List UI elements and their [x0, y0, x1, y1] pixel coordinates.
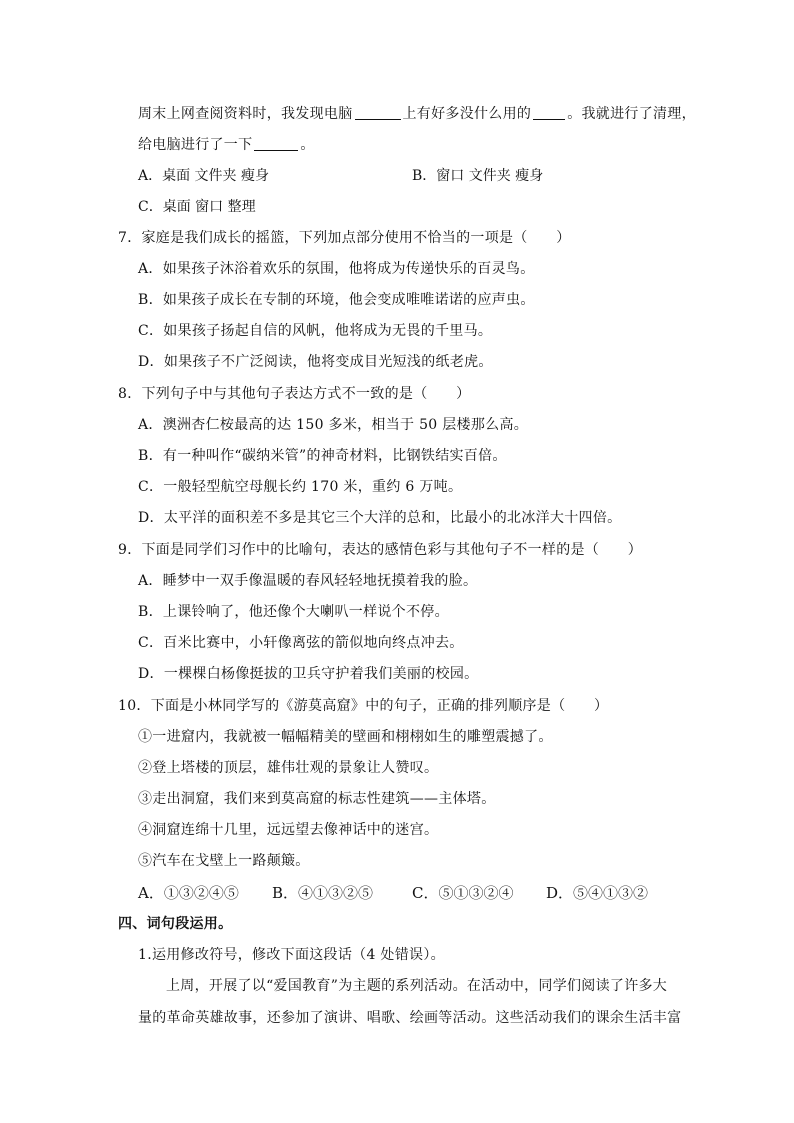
q10-sentence-3: ③走出洞窟，我们来到莫高窟的标志性建筑——主体塔。 — [138, 791, 496, 807]
q9-option-a[interactable]: A．睡梦中一双手像温暖的春风轻轻地抚摸着我的脸。 — [138, 573, 478, 589]
q10-option-a[interactable]: A．①③②④⑤ — [138, 884, 239, 902]
q6-stem-line-1 — [138, 104, 696, 124]
q9-option-d[interactable]: D．一棵棵白杨像挺拔的卫兵守护着我们美丽的校园。 — [138, 666, 479, 682]
section-4-paragraph-line-2: 量的革命英雄故事，还参加了演讲、唱歌、绘画等活动。这些活动我们的课余生活丰富 — [138, 1010, 682, 1026]
q10-option-d[interactable]: D．⑤④①③② — [546, 884, 649, 902]
q8-option-a[interactable]: A．澳洲杏仁桉最高的达 150 多米，相当于 50 层楼那么高。 — [138, 417, 529, 433]
q9-stem: 9．下面是同学们习作中的比喻句，表达的感情色彩与其他句子不一样的是（ ） — [118, 542, 643, 558]
q6-stem-part-1: 周末上网查阅资料时，我发现电脑 — [138, 106, 353, 122]
q10-sentence-2: ②登上塔楼的顶层，雄伟壮观的景象让人赞叹。 — [138, 760, 439, 776]
q6-stem-part-3: 。我就进行了清理， — [567, 106, 696, 122]
section-4-q1-stem: 1.运用修改符号，修改下面这段话（4 处错误）。 — [138, 947, 445, 963]
q8-option-b[interactable]: B．有一种叫作“碳纳米管”的神奇材料，比钢铁结实百倍。 — [138, 448, 507, 464]
q9-option-b[interactable]: B．上课铃响了，他还像个大喇叭一样说个不停。 — [138, 604, 449, 620]
q6-stem-part-5: 。 — [300, 137, 315, 153]
q7-option-a[interactable]: A．如果孩子沐浴着欢乐的氛围，他将成为传递快乐的百灵鸟。 — [138, 261, 535, 277]
q8-option-c[interactable]: C．一般轻型航空母舰长约 170 米，重约 6 万吨。 — [138, 479, 463, 495]
q6-option-a[interactable]: A．桌面 文件夹 瘦身 — [138, 168, 270, 184]
section-4-paragraph-line-1: 上周，开展了以“爱国教育”为主题的系列活动。在活动中，同学们阅读了许多大 — [166, 978, 668, 994]
section-4-heading: 四、词句段运用。 — [118, 916, 233, 932]
q7-option-d[interactable]: D．如果孩子不广泛阅读，他将变成目光短浅的纸老虎。 — [138, 354, 493, 370]
q10-option-b[interactable]: B．④①③②⑤ — [272, 884, 374, 902]
q8-option-d[interactable]: D．太平洋的面积差不多是其它三个大洋的总和，比最小的北冰洋大十四倍。 — [138, 510, 622, 526]
q6-stem-line-2 — [138, 135, 315, 155]
q10-sentence-1: ①一进窟内，我就被一幅幅精美的壁画和栩栩如生的雕塑震撼了。 — [138, 729, 553, 745]
q10-stem: 10．下面是小林同学写的《游莫高窟》中的句子，正确的排列顺序是（ ） — [118, 698, 609, 714]
q6-blank-3[interactable] — [254, 136, 298, 151]
q10-sentence-4: ④洞窟连绵十几里，远远望去像神话中的迷宫。 — [138, 822, 439, 838]
q8-stem: 8．下列句子中与其他句子表达方式不一致的是（ ） — [118, 386, 471, 402]
q10-sentence-5: ⑤汽车在戈壁上一路颠簸。 — [138, 853, 310, 869]
q6-blank-2[interactable] — [533, 105, 565, 120]
q6-blank-1[interactable] — [355, 105, 401, 120]
q7-option-c[interactable]: C．如果孩子扬起自信的风帆，他将成为无畏的千里马。 — [138, 323, 493, 339]
q6-stem-part-2: 上有好多没什么用的 — [402, 106, 532, 122]
q7-stem: 7．家庭是我们成长的摇篮，下列加点部分使用不恰当的一项是（ ） — [118, 230, 571, 246]
q7-option-b[interactable]: B．如果孩子成长在专制的环境，他会变成唯唯诺诺的应声虫。 — [138, 292, 535, 308]
q6-option-c[interactable]: C．桌面 窗口 整理 — [138, 199, 256, 215]
q6-stem-part-4: 给电脑进行了一下 — [138, 137, 253, 153]
q9-option-c[interactable]: C．百米比赛中，小轩像离弦的箭似地向终点冲去。 — [138, 635, 464, 651]
q6-option-b[interactable]: B．窗口 文件夹 瘦身 — [412, 168, 544, 184]
q10-option-c[interactable]: C．⑤①③②④ — [412, 884, 514, 902]
